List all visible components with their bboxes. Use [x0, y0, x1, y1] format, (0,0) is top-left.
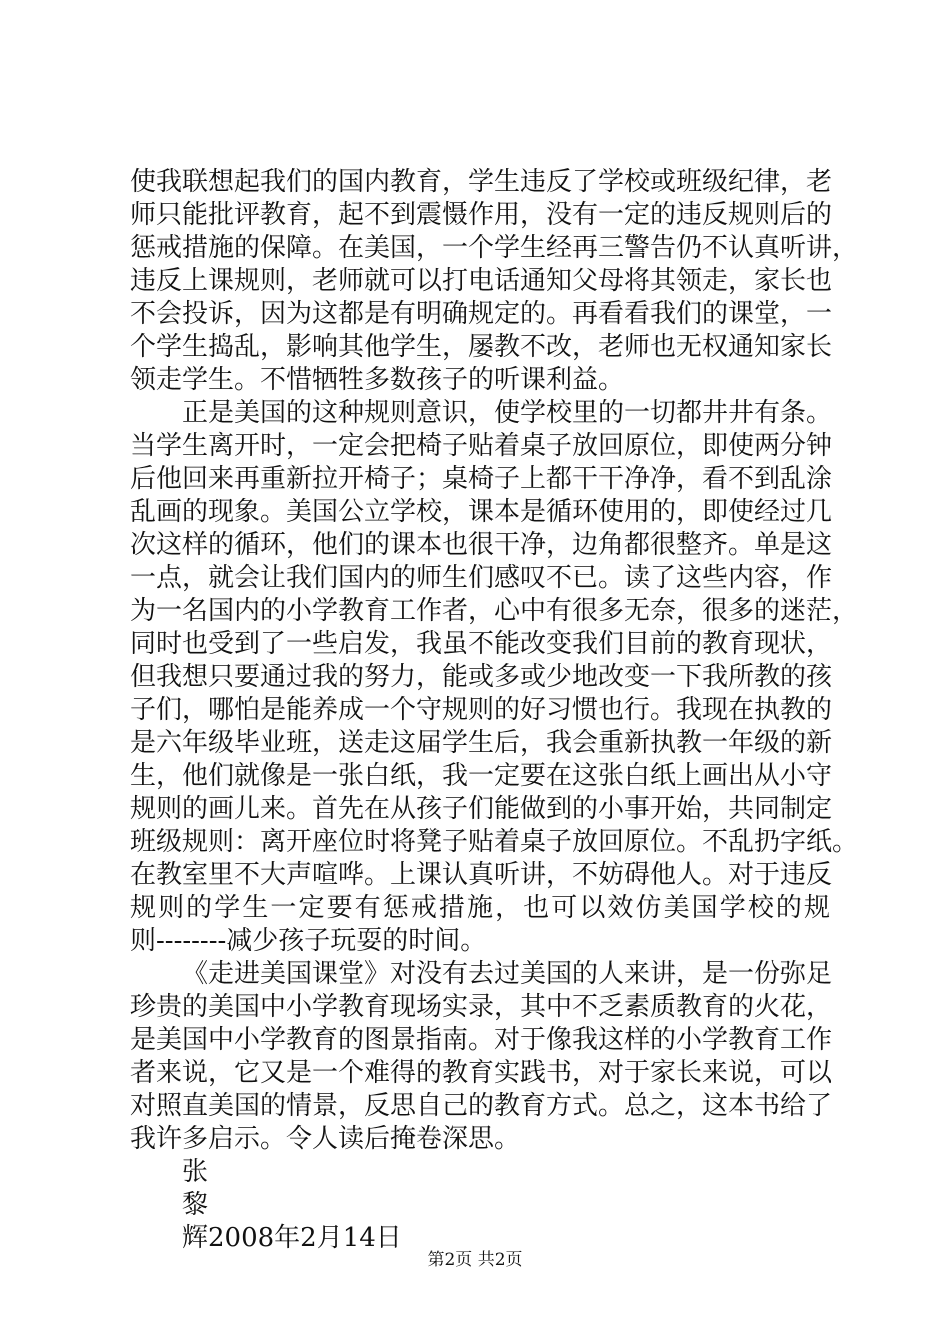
signature-line: 张 [182, 1157, 209, 1187]
text-line: 生，他们就像是一张白纸，我一定要在这张白纸上画出从小守 [130, 761, 833, 791]
text-line: 师只能批评教育，起不到震慑作用，没有一定的违反规则后的 [130, 200, 833, 230]
text-line: 当学生离开时，一定会把椅子贴着桌子放回原位，即使两分钟 [130, 431, 833, 461]
text-line: 不会投诉，因为这都是有明确规定的。再看看我们的课堂，一 [130, 299, 833, 329]
text-line: 后他回来再重新拉开椅子；桌椅子上都干干净净，看不到乱涂 [130, 464, 833, 494]
text-line: 一点，就会让我们国内的师生们感叹不已。读了这些内容，作 [130, 563, 833, 593]
paragraph-start-line: 正是美国的这种规则意识，使学校里的一切都井井有条。 [182, 398, 833, 428]
text-line: 则--------减少孩子玩耍的时间。 [130, 926, 487, 956]
signature-date-line: 辉2008年2月14日 [182, 1223, 402, 1253]
text-line: 我许多启示。令人读后掩卷深思。 [130, 1124, 521, 1154]
paragraph-start-line: 《走进美国课堂》对没有去过美国的人来讲，是一份弥足 [182, 959, 833, 989]
text-line: 在教室里不大声喧哗。上课认真听讲，不妨碍他人。对于违反 [130, 860, 833, 890]
text-line: 为一名国内的小学教育工作者，心中有很多无奈，很多的迷茫， [130, 596, 859, 626]
text-line: 但我想只要通过我的努力，能或多或少地改变一下我所教的孩 [130, 662, 833, 692]
text-line: 是六年级毕业班，送走这届学生后，我会重新执教一年级的新 [130, 728, 833, 758]
text-line: 使我联想起我们的国内教育，学生违反了学校或班级纪律，老 [130, 167, 833, 197]
text-line: 次这样的循环，他们的课本也很干净，边角都很整齐。单是这 [130, 530, 833, 560]
page-number-footer: 第2页 共2页 [427, 1250, 523, 1270]
text-line: 惩戒措施的保障。在美国，一个学生经再三警告仍不认真听讲， [130, 233, 859, 263]
text-line: 是美国中小学教育的图景指南。对于像我这样的小学教育工作 [130, 1025, 833, 1055]
text-line: 规则的学生一定要有惩戒措施，也可以效仿美国学校的规 [130, 893, 830, 923]
text-line: 子们，哪怕是能养成一个守规则的好习惯也行。我现在执教的 [130, 695, 833, 725]
text-line: 规则的画儿来。首先在从孩子们能做到的小事开始，共同制定 [130, 794, 833, 824]
text-line: 同时也受到了一些启发，我虽不能改变我们目前的教育现状， [130, 629, 833, 659]
text-line: 珍贵的美国中小学教育现场实录，其中不乏素质教育的火花， [130, 992, 833, 1022]
text-line: 班级规则：离开座位时将凳子贴着桌子放回原位。不乱扔字纸。 [130, 827, 859, 857]
text-line: 违反上课规则，老师就可以打电话通知父母将其领走，家长也 [130, 266, 833, 296]
text-line: 领走学生。不惜牺牲多数孩子的听课利益。 [130, 365, 625, 395]
text-line: 者来说，它又是一个难得的教育实践书，对于家长来说，可以 [130, 1058, 833, 1088]
signature-line: 黎 [182, 1190, 209, 1220]
text-line: 对照直美国的情景，反思自己的教育方式。总之，这本书给了 [130, 1091, 833, 1121]
document-body [130, 166, 859, 1255]
text-line: 乱画的现象。美国公立学校，课本是循环使用的，即使经过几 [130, 497, 833, 527]
text-line: 个学生捣乱，影响其他学生，屡教不改，老师也无权通知家长 [130, 332, 833, 362]
